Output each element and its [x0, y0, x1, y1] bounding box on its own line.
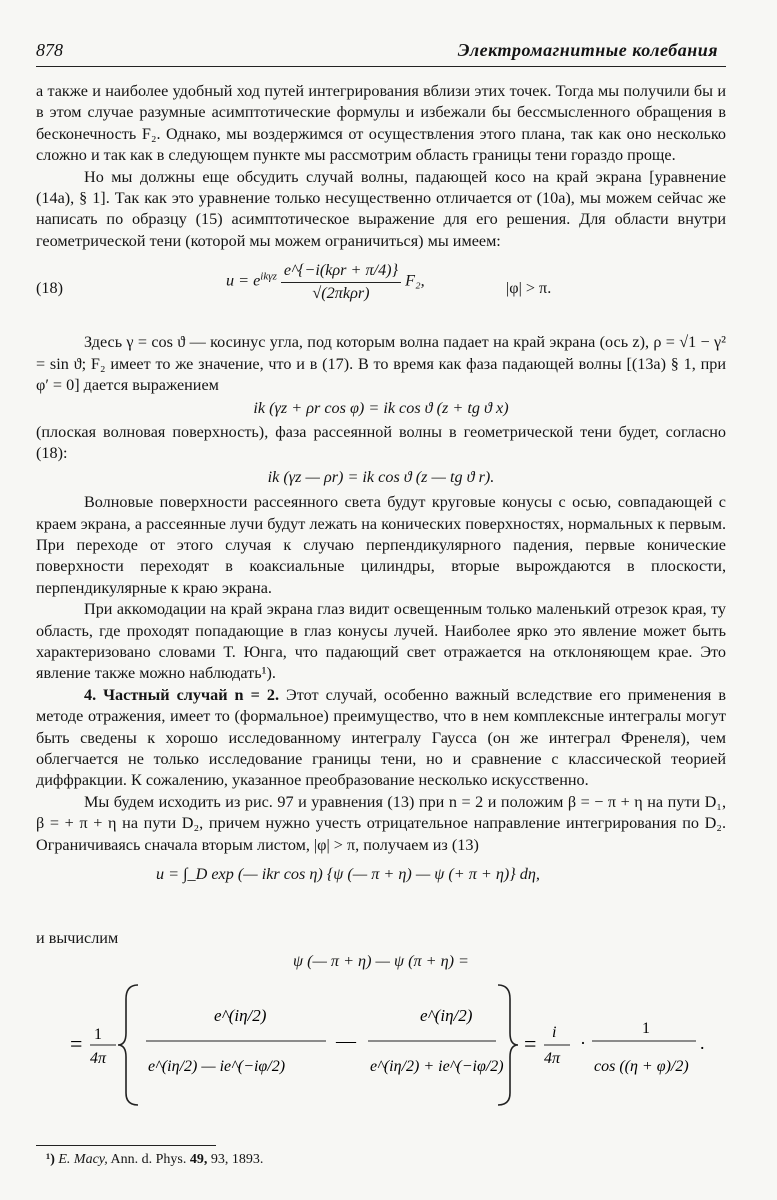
eq-equals-2: = — [524, 1030, 537, 1056]
footnote-author: E. Macy, — [58, 1151, 108, 1167]
eq-minus: — — [336, 1029, 356, 1052]
eq-equals: = — [70, 1030, 83, 1056]
eq-coef-num: 1 — [94, 1025, 102, 1043]
paragraph: При аккомодации на край экрана глаз видит освещенным только маленький отрезок края, ту область, где проходят попадающие в глаз конусы лучей. Наиболее ярко это явление может быть характеризовано словами Т. Юнга, что падающий свет отражается на отклоняющем крае. Это явление также можно наблюдать¹). — [36, 600, 726, 683]
running-title: Электромагнитные колебания — [457, 40, 718, 60]
eq-lhs: u = e — [226, 271, 261, 290]
equation-big-fraction — [36, 975, 726, 1135]
eq-coef-den: 4π — [90, 1049, 107, 1067]
paragraph — [36, 685, 726, 792]
result-period: . — [700, 1032, 705, 1053]
result-4pi: 4π — [544, 1049, 561, 1067]
equation-label: (18) — [36, 279, 63, 298]
page — [36, 40, 726, 1168]
left-brace — [118, 985, 138, 1105]
paragraph: Здесь γ = cos ϑ — косинус угла, под которым волна падает на край экрана (ось z), ρ = √1 − γ² = sin ϑ; F₂ имеет то же значение, что и в (17). В то время как фаза падающей волны [(13а) § 1, при φ′ = 0] дается выражением — [36, 333, 726, 395]
equation-psi-difference: ψ (— π + η) — ψ (π + η) = — [293, 952, 469, 971]
body-text — [36, 81, 726, 1135]
eq-condition: |φ| > π. — [506, 279, 552, 298]
paragraph: Но мы должны еще обсудить случай волны, падающей косо на край экрана [уравнение (14а), § 1]. Так как это уравнение только несущественно отличается от (10а), мы можем сейчас же написать по образцу (15) асимптотическое выражение для его решения. Для области внутри геометрической тени (которой мы можем ограничиться) мы имеем: — [36, 167, 726, 250]
result-i: i — [552, 1023, 557, 1041]
equation-integral — [36, 860, 726, 924]
paragraph: а также и наиболее удобный ход путей интегрирования вблизи этих точек. Тогда мы получили бы и в этом случае разумные асимптотические формулы и избежали бы бессмысленного обращения в бесконечность F₂. Однако, мы воздержимся от осуществления этого плана, так как оно несколько сложно и так как в следующем пункте мы рассмотрим область границы тени гораздо проще. — [36, 82, 726, 165]
eq-denominator: √(2πkρr) — [312, 283, 370, 302]
equation-phase-incident: ik (γz + ρr cos φ) = ik cos ϑ (z + tg ϑ x) — [253, 399, 509, 418]
eq-tail: F₂, — [405, 271, 425, 290]
footnote-volume: 49, — [189, 1151, 208, 1167]
eq-exponent: ikγz — [260, 270, 277, 283]
equation-18 — [36, 260, 726, 326]
term2-denominator: e^(iη/2) + ie^(−iφ/2) — [370, 1057, 504, 1075]
eq-fraction — [281, 260, 401, 304]
result-dot: · — [580, 1032, 586, 1053]
paragraph: Волновые поверхности рассеянного света будут круговые конусы с осью, совпадающей с краем экрана, а рассеянные лучи будут лежать на конических поверхностях, нормальных к первым. При переходе от этого случая к случаю перпендикулярного падения, первые конические поверхности переходят в коаксиальные цилиндры, вторые вырождаются в плоскости, перпендикулярные к краю экрана. — [36, 493, 726, 597]
page-number: 878 — [36, 40, 63, 60]
term1-numerator: e^(iη/2) — [214, 1005, 267, 1025]
term1-denominator: e^(iη/2) — ie^(−iφ/2) — [148, 1057, 286, 1075]
footnote-marker: ¹) — [46, 1151, 55, 1167]
paragraph: (плоская волновая поверхность), фаза рассеянной волны в геометрической тени будет, согласно (18): — [36, 422, 726, 463]
right-brace — [498, 985, 518, 1105]
paragraph-text: Этот случай, особенно важный вследствие его применения в методе отражения, имеет то (формальное) преимущество, что в нем комплексные интегралы могут быть сведены к хорошо исследованному интегралу Гаусса (он же интеграл Френеля), чем облегчается не только исследование границы тени, но и сравнение с классической теорией диффракции. К сожалению, указанное преобразование несколько искусственно. — [36, 685, 726, 790]
paragraph: Мы будем исходить из рис. 97 и уравнения (13) при n = 2 и положим β = − π + η на пути D₁, β = + π + η на пути D₂, причем нужно учесть отрицательное направление интегрирования по D₂. Ограничиваясь сначала вторым листом, |φ| > π, получаем из (13) — [36, 792, 726, 854]
footnote-rule — [36, 1145, 216, 1146]
equation-phase-scattered: ik (γz — ρr) = ik cos ϑ (z — tg ϑ r). — [267, 467, 495, 486]
footnote-pages-year: 93, 1893. — [210, 1151, 264, 1167]
section-heading: 4. Частный случай n = 2. — [84, 685, 280, 704]
header-rule — [36, 66, 726, 67]
equation-drawing — [36, 975, 726, 1115]
result-one: 1 — [642, 1019, 650, 1037]
page-header — [36, 40, 726, 64]
equation-18-body — [226, 260, 425, 304]
footnote-journal: Ann. d. Phys. — [110, 1151, 187, 1167]
eq-numerator: e^{−i(kρr + π/4)} — [281, 260, 401, 282]
paragraph: и вычислим — [36, 929, 119, 947]
footnote — [36, 1152, 726, 1168]
result-cos: cos ((η + φ)/2) — [594, 1057, 689, 1075]
integral-expression: u = ∫_D exp (— ikr cos η) {ψ (— π + η) — ψ (+ π + η)} dη, — [156, 865, 540, 883]
term2-numerator: e^(iη/2) — [420, 1005, 473, 1025]
